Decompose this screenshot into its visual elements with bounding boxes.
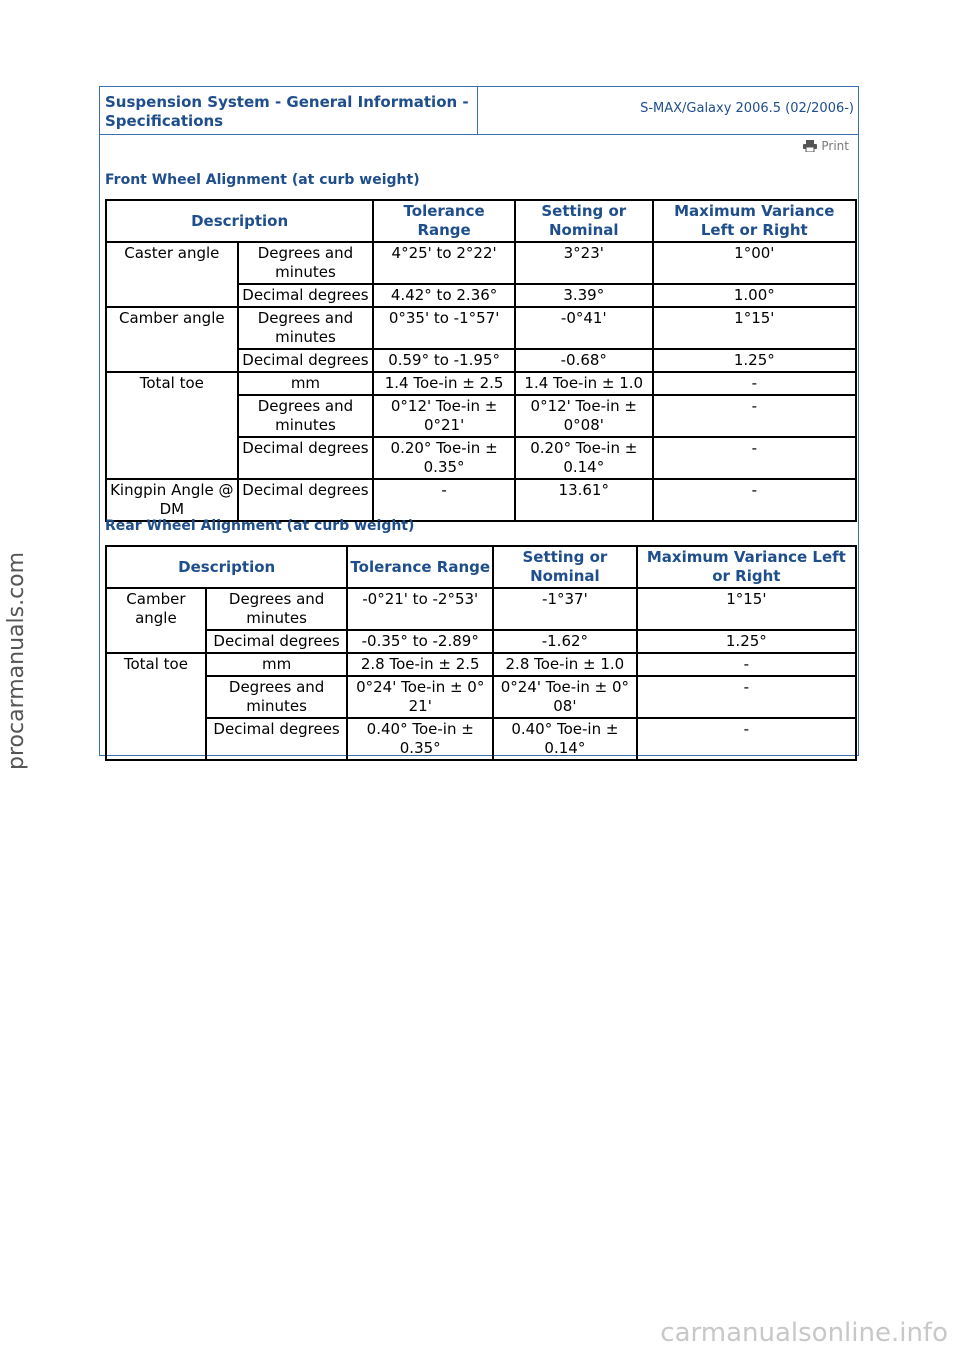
row-tolerance: 0.20° Toe-in ± 0.35° — [373, 437, 515, 479]
row-variance: 1.00° — [653, 284, 856, 307]
vehicle-model: S-MAX/Galaxy 2006.5 (02/2006-) — [640, 101, 854, 116]
row-nominal: -1°37' — [493, 588, 637, 630]
row-description: Total toe — [106, 372, 238, 479]
col-header-description: Description — [106, 546, 347, 588]
document-frame — [99, 86, 859, 756]
row-unit: Decimal degrees — [206, 718, 348, 760]
page-header — [100, 87, 858, 135]
table-row — [106, 242, 856, 284]
watermark-bottom: carmanualsonline.info — [660, 1318, 948, 1348]
row-variance: 1°15' — [637, 588, 856, 630]
row-tolerance: 4°25' to 2°22' — [373, 242, 515, 284]
row-nominal: 2.8 Toe-in ± 1.0 — [493, 653, 637, 676]
row-variance: 1.25° — [637, 630, 856, 653]
row-unit: Decimal degrees — [206, 630, 348, 653]
row-variance: - — [637, 653, 856, 676]
table-row — [106, 479, 856, 521]
row-unit: Decimal degrees — [238, 437, 374, 479]
row-unit: mm — [238, 372, 374, 395]
col-header-tolerance: Tolerance Range — [347, 546, 493, 588]
row-nominal: 0.20° Toe-in ± 0.14° — [515, 437, 653, 479]
row-unit: Degrees and minutes — [238, 395, 374, 437]
row-tolerance: 0.40° Toe-in ± 0.35° — [347, 718, 493, 760]
print-button[interactable] — [803, 139, 849, 153]
row-nominal: 0°24' Toe-in ± 0° 08' — [493, 676, 637, 718]
row-unit: Degrees and minutes — [238, 242, 374, 284]
table-row — [106, 718, 856, 760]
page-title: Suspension System - General Information - Specifications — [100, 87, 478, 134]
row-variance: - — [637, 676, 856, 718]
row-tolerance: -0.35° to -2.89° — [347, 630, 493, 653]
row-tolerance: 0°24' Toe-in ± 0° 21' — [347, 676, 493, 718]
row-variance: 1°15' — [653, 307, 856, 349]
table-row — [106, 588, 856, 630]
row-variance: - — [653, 437, 856, 479]
row-variance: - — [653, 395, 856, 437]
row-tolerance: 0.59° to -1.95° — [373, 349, 515, 372]
row-nominal: 0.40° Toe-in ± 0.14° — [493, 718, 637, 760]
row-tolerance: 0°35' to -1°57' — [373, 307, 515, 349]
row-variance: 1°00' — [653, 242, 856, 284]
row-tolerance: 0°12' Toe-in ± 0°21' — [373, 395, 515, 437]
table-row — [106, 676, 856, 718]
front-section-title: Front Wheel Alignment (at curb weight) — [105, 172, 420, 188]
table-row — [106, 372, 856, 395]
row-variance: - — [653, 479, 856, 521]
col-header-variance: Maximum Variance Left or Right — [637, 546, 856, 588]
row-unit: Decimal degrees — [238, 479, 374, 521]
table-row — [106, 630, 856, 653]
row-tolerance: 4.42° to 2.36° — [373, 284, 515, 307]
col-header-nominal: Setting or Nominal — [515, 200, 653, 242]
row-unit: Decimal degrees — [238, 284, 374, 307]
row-nominal: -0.68° — [515, 349, 653, 372]
row-variance: - — [637, 718, 856, 760]
row-unit: Degrees and minutes — [206, 588, 348, 630]
col-header-nominal: Setting or Nominal — [493, 546, 637, 588]
print-label: Print — [821, 139, 849, 153]
row-description: Caster angle — [106, 242, 238, 307]
row-description: Camber angle — [106, 588, 206, 653]
table-row — [106, 653, 856, 676]
row-nominal: 3.39° — [515, 284, 653, 307]
table-row — [106, 307, 856, 349]
row-nominal: 0°12' Toe-in ± 0°08' — [515, 395, 653, 437]
row-unit: Degrees and minutes — [238, 307, 374, 349]
row-nominal: 13.61° — [515, 479, 653, 521]
front-alignment-table — [105, 199, 857, 522]
row-tolerance: - — [373, 479, 515, 521]
row-variance: 1.25° — [653, 349, 856, 372]
col-header-tolerance: Tolerance Range — [373, 200, 515, 242]
row-variance: - — [653, 372, 856, 395]
row-tolerance: 1.4 Toe-in ± 2.5 — [373, 372, 515, 395]
rear-alignment-table — [105, 545, 857, 761]
row-tolerance: 2.8 Toe-in ± 2.5 — [347, 653, 493, 676]
row-nominal: 3°23' — [515, 242, 653, 284]
printer-icon — [803, 140, 817, 152]
watermark-left-text: procarmanuals.com — [4, 551, 29, 770]
row-unit: Degrees and minutes — [206, 676, 348, 718]
row-nominal: 1.4 Toe-in ± 1.0 — [515, 372, 653, 395]
row-description: Kingpin Angle @ DM — [106, 479, 238, 521]
row-nominal: -0°41' — [515, 307, 653, 349]
row-unit: Decimal degrees — [238, 349, 374, 372]
row-nominal: -1.62° — [493, 630, 637, 653]
col-header-description: Description — [106, 200, 373, 242]
col-header-variance: Maximum Variance Left or Right — [653, 200, 856, 242]
row-description: Camber angle — [106, 307, 238, 372]
row-unit: mm — [206, 653, 348, 676]
row-tolerance: -0°21' to -2°53' — [347, 588, 493, 630]
rear-section-title: Rear Wheel Alignment (at curb weight) — [105, 518, 415, 534]
row-description: Total toe — [106, 653, 206, 760]
